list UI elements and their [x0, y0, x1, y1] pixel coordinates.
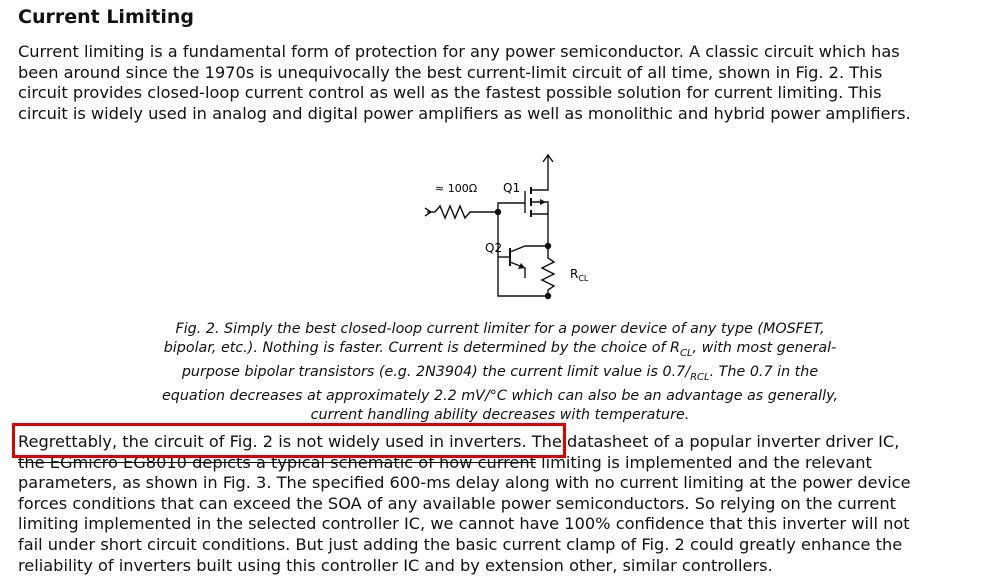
- paragraph-line: fail under short circuit conditions. But just adding the basic current clamp of Fig. 2 could greatly enhance the: [18, 534, 903, 554]
- caption-line: current handling ability decreases with temperature.: [310, 406, 690, 423]
- caption-line: equation decreases at approximately 2.2 mV/°C which can also be an advantage as generally,: [162, 387, 838, 404]
- circuit-diagram: [415, 150, 615, 320]
- q1-label: Q1: [503, 181, 521, 195]
- q1-body-arrow-icon: [540, 199, 546, 205]
- caption-line: bipolar, etc.). Nothing is faster. Current is determined by the choice of $R_{CL}$, with most general-: [163, 340, 837, 359]
- paragraph-line: reliability of inverters built using this controller IC and by extension other, similar controllers.: [18, 555, 773, 575]
- caption-line: Fig. 2. Simply the best closed-loop current limiter for a power device of any type (MOSFET,: [175, 321, 825, 337]
- rcl-label: $R_{CL}$: [570, 267, 589, 283]
- paragraph-line: limiting implemented in the selected controller IC, we cannot have 100% confidence that this inverter will not: [18, 514, 910, 534]
- paragraph-line: parameters, as shown in Fig. 3. The specified 600-ms delay along with no current limiting at the power device: [18, 473, 911, 493]
- rcl-resistor: [542, 246, 554, 296]
- q1-drain: [531, 167, 548, 190]
- paragraph-line: been around since the 1970s is unequivocally the best current-limit circuit of all time, shown in Fig. 2. This: [18, 62, 883, 82]
- highlight-annotation-box: [12, 423, 566, 458]
- paragraph-line: the EGmicro EG8010 depicts a typical schematic of how current limiting is implemented and the relevant: [18, 452, 872, 472]
- circuit-schematic-svg: [415, 150, 615, 320]
- q2-label: Q2: [485, 241, 503, 255]
- caption-line: purpose bipolar transistors (e.g. 2N3904) the current limit value is $0.7/_{RCL}$. The 0.7 in the: [181, 363, 819, 383]
- paragraph-line: Regrettably, the circuit of Fig. 2 is not widely used in inverters. The datasheet of a popular inverter driver IC,: [18, 432, 900, 451]
- paragraph-line: circuit is widely used in analog and digital power amplifiers as well as monolithic and hybrid power amplifiers.: [18, 103, 911, 123]
- gate-wire: [498, 203, 525, 212]
- junction-node: [545, 293, 551, 299]
- highlighted-sentence: Regrettably, the circuit of Fig. 2 is not widely used in inverters.: [18, 432, 527, 451]
- intro-paragraph: [18, 42, 978, 124]
- junction-node: [495, 209, 501, 215]
- section-heading: Current Limiting: [18, 6, 194, 28]
- paragraph-line: forces conditions that can exceed the SOA of any available power semiconductors. So relying on the current: [18, 493, 896, 513]
- paragraph-line: Current limiting is a fundamental form of protection for any power semiconductor. A classic circuit which has: [18, 42, 900, 61]
- paragraph-line: circuit provides closed-loop current control as well as the fastest possible solution for current limiting. This: [18, 83, 882, 103]
- gate-resistor: [435, 206, 498, 218]
- struck-text: the EGmicro EG8010 depicts a typical schematic of how current: [18, 452, 536, 472]
- figure-caption: [100, 320, 900, 425]
- resistor-label: ≈ 100Ω: [435, 182, 478, 195]
- q1-source: [531, 214, 548, 246]
- q2-collector: [510, 246, 548, 252]
- q2-emitter: [510, 262, 525, 278]
- junction-node: [545, 243, 551, 249]
- q1-body: [531, 202, 548, 214]
